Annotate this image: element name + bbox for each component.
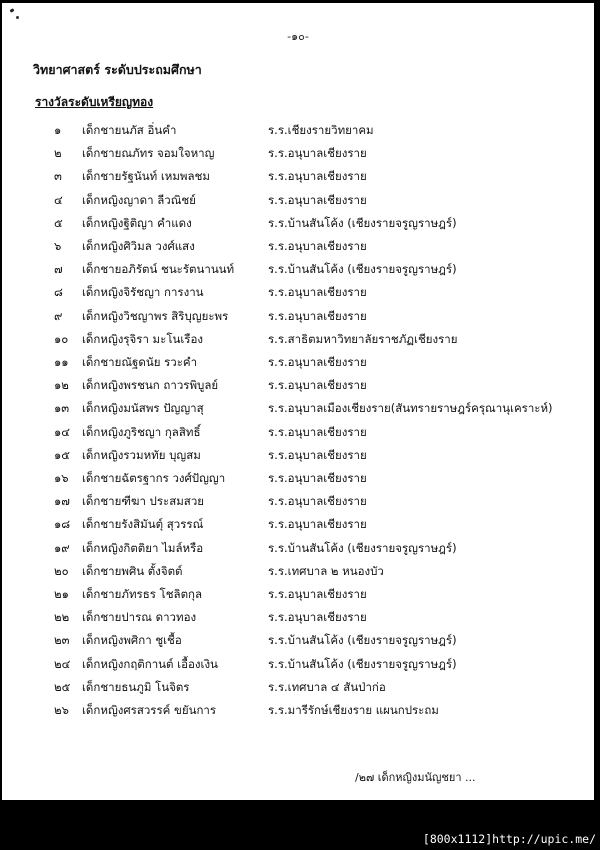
entry-number: ๑ — [54, 123, 62, 137]
list-item — [2, 424, 594, 444]
document-page — [2, 3, 594, 800]
school-name: ร.ร.เทศบาล ๒ หนองบัว — [268, 563, 384, 578]
school-name: ร.ร.อนุบาลเชียงราย — [268, 610, 367, 625]
entry-number: ๑๐ — [54, 331, 69, 346]
list-item — [2, 679, 594, 699]
school-name: ร.ร.อนุบาลเชียงราย — [268, 169, 367, 184]
award-level-heading: รางวัลระดับเหรียญทอง — [35, 95, 154, 109]
student-name: เด็กหญิงศรสวรรค์ ขยันการ — [82, 703, 217, 717]
list-item — [2, 586, 594, 606]
list-item — [2, 493, 594, 513]
student-name: เด็กหญิงพรชนก ถาวรพิบูลย์ — [82, 378, 219, 393]
list-item — [2, 284, 594, 304]
student-name: เด็กหญิงรุจิรา มะโนเรือง — [82, 331, 203, 346]
student-name: เด็กชายณัฐดนัย รวะคำ — [82, 355, 198, 369]
entry-number: ๑๖ — [54, 471, 69, 485]
school-name: ร.ร.อนุบาลเชียงราย — [268, 494, 367, 509]
entry-number: ๖ — [54, 239, 62, 253]
list-item — [2, 122, 594, 142]
document-heading: วิทยาศาสตร์ ระดับประถมศึกษา — [33, 62, 202, 77]
student-name: เด็กหญิงศิวิมล วงศ์แสง — [82, 239, 195, 253]
student-name: เด็กหญิงพศิกา ชูเชื้อ — [82, 633, 182, 648]
list-item — [2, 702, 594, 722]
school-name: ร.ร.อนุบาลเชียงราย — [268, 517, 367, 532]
school-name: ร.ร.บ้านสันโค้ง (เชียงรายจรูญราษฎร์) — [268, 656, 457, 671]
list-item — [2, 215, 594, 235]
student-name: เด็กหญิงภูริชญา กุลสิทธิ์ — [82, 424, 201, 439]
school-name: ร.ร.บ้านสันโค้ง (เชียงรายจรูญราษฎร์) — [268, 262, 457, 277]
student-name: เด็กชายฉัตรฐากร วงศ์ปัญญา — [82, 471, 226, 485]
list-item — [2, 238, 594, 258]
school-name: ร.ร.เทศบาล ๔ สันป่าก่อ — [268, 679, 386, 694]
entry-number: ๒๔ — [54, 656, 71, 671]
student-name: เด็กหญิงรวมหทัย บุญสม — [82, 447, 201, 462]
student-name: เด็กชายธนภูมิ โนจิตร — [82, 679, 190, 694]
entry-number: ๑๔ — [54, 424, 71, 439]
student-name: เด็กหญิงกฤติกานต์ เอื้องเงิน — [82, 656, 218, 671]
entry-number: ๕ — [54, 215, 63, 230]
student-name: เด็กชายภัทรธร โชลิตกุล — [82, 587, 203, 601]
entry-number: ๒๑ — [54, 587, 69, 601]
school-name: ร.ร.อนุบาลเชียงราย — [268, 146, 367, 161]
list-item — [2, 540, 594, 560]
student-name: เด็กชายปารณ ดาวทอง — [82, 610, 197, 625]
entry-number: ๑๙ — [54, 540, 70, 555]
list-item — [2, 470, 594, 490]
image-host-watermark: [800x1112]http://upic.me/ — [422, 832, 596, 846]
student-name: เด็กหญิงวิชญาพร สิริบุญยะพร — [82, 308, 229, 323]
scan-speck — [16, 16, 19, 19]
list-item — [2, 632, 594, 652]
student-name: เด็กชายนภัส อิ่นคำ — [82, 123, 177, 137]
school-name: ร.ร.อนุบาลเชียงราย — [268, 239, 367, 253]
school-name: ร.ร.บ้านสันโค้ง (เชียงรายจรูญราษฎร์) — [268, 540, 457, 555]
school-name: ร.ร.อนุบาลเชียงราย — [268, 285, 367, 300]
student-name: เด็กหญิงจิรัชญา การงาน — [82, 285, 204, 300]
entry-number: ๑๓ — [54, 401, 70, 416]
entry-number: ๒๕ — [54, 679, 71, 694]
entry-number: ๒๓ — [54, 633, 70, 648]
school-name: ร.ร.อนุบาลเชียงราย — [268, 424, 367, 439]
entry-number: ๙ — [54, 308, 63, 323]
school-name: ร.ร.อนุบาลเชียงราย — [268, 308, 367, 323]
entry-number: ๒๒ — [54, 610, 70, 625]
school-name: ร.ร.บ้านสันโค้ง (เชียงรายจรูญราษฎร์) — [268, 215, 457, 230]
school-name: ร.ร.อนุบาลเชียงราย — [268, 355, 367, 369]
list-item — [2, 516, 594, 536]
list-item — [2, 261, 594, 281]
school-name: ร.ร.สาธิตมหาวิทยาลัยราชภัฏเชียงราย — [268, 331, 458, 346]
student-name: เด็กชายพศิน ตั้งจิตต์ — [82, 563, 183, 578]
student-name: เด็กชายณภัทร จอมใจหาญ — [82, 146, 215, 161]
entry-number: ๓ — [54, 169, 62, 184]
list-item — [2, 563, 594, 583]
entry-number: ๑๑ — [54, 355, 69, 369]
list-item — [2, 145, 594, 165]
student-name: เด็กชายฑีฆา ประสมสวย — [82, 494, 205, 509]
student-name: เด็กชายรัฐนันท์ เหมพลชม — [82, 169, 210, 184]
list-item — [2, 377, 594, 397]
continuation-note: /๒๗ เด็กหญิงมนัญชยา ... — [355, 771, 476, 784]
entry-number: ๒๖ — [54, 703, 69, 717]
school-name: ร.ร.บ้านสันโค้ง (เชียงรายจรูญราษฎร์) — [268, 633, 457, 648]
list-item — [2, 656, 594, 676]
list-item — [2, 192, 594, 212]
school-name: ร.ร.อนุบาลเชียงราย — [268, 587, 367, 601]
student-name: เด็กชายอภิรัตน์ ชนะรัตนานนท์ — [82, 262, 235, 277]
school-name: ร.ร.มารีรักษ์เชียงราย แผนกประถม — [268, 703, 439, 717]
entry-number: ๔ — [54, 192, 63, 207]
entry-number: ๗ — [54, 262, 63, 277]
list-item — [2, 609, 594, 629]
school-name: ร.ร.อนุบาลเชียงราย — [268, 471, 367, 485]
list-item — [2, 308, 594, 328]
entry-number: ๑๗ — [54, 494, 70, 509]
entry-number: ๒๐ — [54, 563, 69, 578]
entry-number: ๑๘ — [54, 517, 71, 532]
entry-number: ๘ — [54, 285, 63, 300]
student-name: เด็กหญิงฐิติญา คำแดง — [82, 215, 192, 230]
entry-number: ๒ — [54, 146, 62, 161]
school-name: ร.ร.เชียงรายวิทยาคม — [268, 123, 374, 137]
student-name: เด็กหญิงมนัสพร ปัญญาสุ — [82, 401, 204, 416]
page-number: -๑๐- — [287, 30, 309, 43]
entry-number: ๑๒ — [54, 378, 69, 393]
school-name: ร.ร.อนุบาลเชียงราย — [268, 378, 367, 393]
student-name: เด็กหญิงญาดา ลีวณิชย์ — [82, 192, 196, 207]
list-item — [2, 447, 594, 467]
entry-number: ๑๕ — [54, 447, 71, 462]
list-item — [2, 331, 594, 351]
scan-speck — [10, 8, 15, 13]
list-item — [2, 354, 594, 374]
student-name: เด็กหญิงกิตติยา ไมล์หรือ — [82, 540, 204, 555]
list-item — [2, 400, 594, 420]
school-name: ร.ร.อนุบาลเมืองเชียงราย(สันทรายราษฎร์ครุณานุเคราะห์) — [268, 401, 553, 416]
list-item — [2, 168, 594, 188]
student-name: เด็กชายรังสิมันตุ์ สุวรรณ์ — [82, 517, 204, 532]
school-name: ร.ร.อนุบาลเชียงราย — [268, 192, 367, 207]
school-name: ร.ร.อนุบาลเชียงราย — [268, 447, 367, 462]
